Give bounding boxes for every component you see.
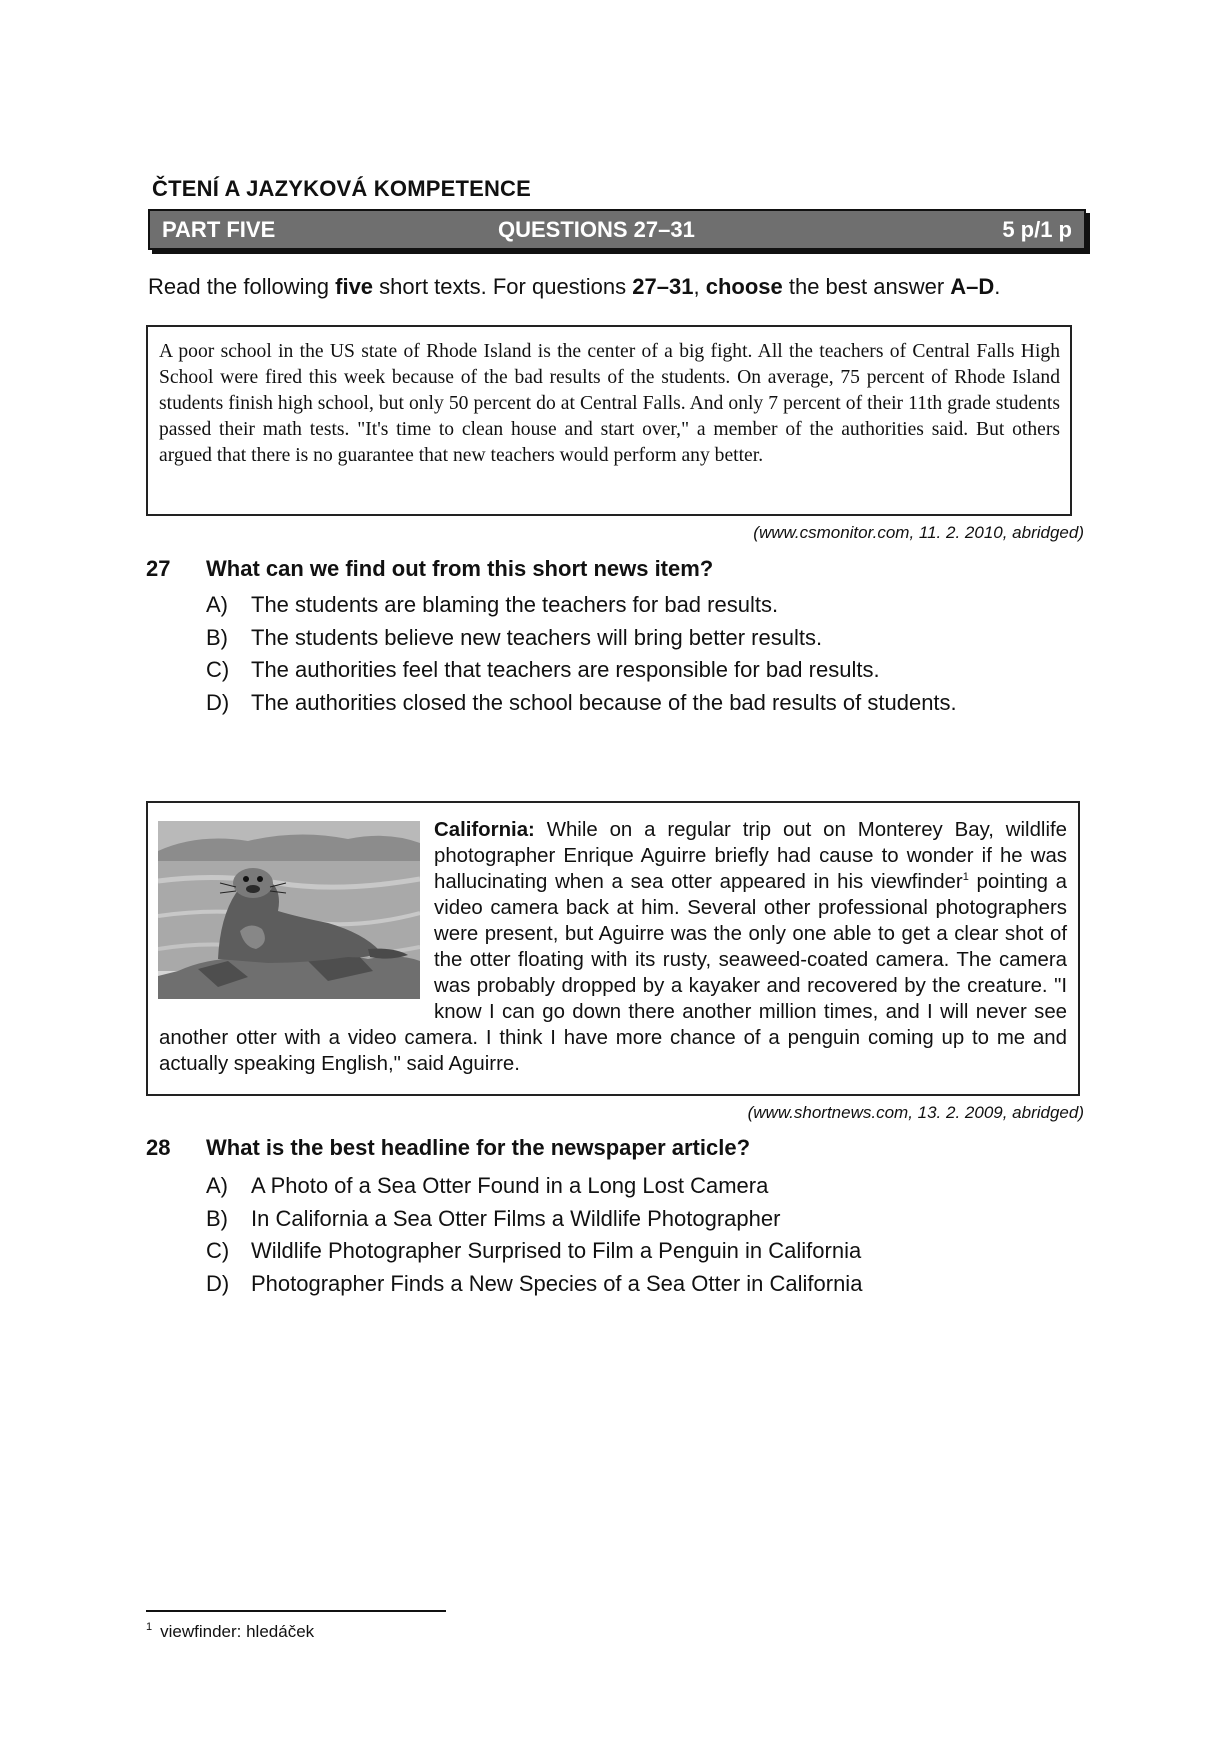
option-letter: B) xyxy=(206,624,228,650)
option-letter: A) xyxy=(206,1173,228,1198)
option-text: The students believe new teachers will bring better results. xyxy=(251,624,823,650)
points-label: 5 p/1 p xyxy=(1002,217,1072,242)
footnote-number: 1 xyxy=(146,1621,153,1634)
article-lead: California: xyxy=(434,819,535,841)
option-letter: C) xyxy=(206,657,230,682)
instructions xyxy=(148,274,1000,300)
answer-option[interactable] xyxy=(206,1238,862,1271)
instr-bold: choose xyxy=(705,274,783,299)
footnote xyxy=(146,1622,314,1642)
answer-option[interactable] xyxy=(206,1173,862,1206)
reading-text-2 xyxy=(146,801,1080,1096)
answer-option[interactable] xyxy=(206,1271,862,1304)
option-letter: D) xyxy=(206,689,230,715)
option-text: Wildlife Photographer Surprised to Film a Penguin in California xyxy=(251,1238,862,1263)
source-citation-1: (www.csmonitor.com, 11. 2. 2010, abridged) xyxy=(753,523,1084,542)
part-header-bar xyxy=(148,209,1086,250)
answer-options xyxy=(206,1173,862,1303)
answer-options xyxy=(206,592,957,722)
option-letter: D) xyxy=(206,1270,230,1296)
section-heading: ČTENÍ A JAZYKOVÁ KOMPETENCE xyxy=(152,176,532,201)
answer-option[interactable] xyxy=(206,657,957,690)
option-text: A Photo of a Sea Otter Found in a Long Lost Camera xyxy=(251,1173,769,1198)
instr-bold: 27–31 xyxy=(632,274,694,299)
question-text: What is the best headline for the newspaper article? xyxy=(206,1135,751,1160)
instr-text: . xyxy=(994,274,1001,299)
footnote-text: viewfinder: hledáček xyxy=(160,1622,315,1641)
part-label: PART FIVE xyxy=(162,217,276,242)
instr-bold: A–D xyxy=(950,274,995,299)
answer-option[interactable] xyxy=(206,690,957,723)
instr-text: , xyxy=(693,274,706,299)
option-text: The authorities feel that teachers are responsible for bad results. xyxy=(251,657,880,682)
questions-range: QUESTIONS 27–31 xyxy=(498,217,695,242)
option-letter: A) xyxy=(206,592,228,617)
footnote-ref: 1 xyxy=(962,871,969,884)
option-text: In California a Sea Otter Films a Wildlife Photographer xyxy=(251,1205,781,1231)
instr-bold: five xyxy=(335,274,374,299)
article-body-b: pointing a video camera back at him. Several other professional photographers were present, but Aguirre was the only one able to get a clear shot of the otter floating with its rusty, seaweed-coated camera. The camera was probably dropped by a kayaker and recovered by the creature. "I know I can go down there another million times, and I will never see another otter with a video camera. I think I have more chance of a penguin coming up to me and actually speaking English," said Aguirre. xyxy=(159,871,1067,1075)
answer-option[interactable] xyxy=(206,625,957,658)
instr-text: the best answer xyxy=(782,274,951,299)
question-number: 27 xyxy=(146,556,171,581)
instr-text: short texts. For questions xyxy=(373,274,633,299)
question-text: What can we find out from this short news item? xyxy=(206,556,714,581)
answer-option[interactable] xyxy=(206,1206,862,1239)
footnote-divider xyxy=(146,1610,446,1612)
option-text: The students are blaming the teachers for bad results. xyxy=(251,592,779,617)
option-text: The authorities closed the school because of the bad results of students. xyxy=(251,689,957,715)
reading-text-1-body: A poor school in the US state of Rhode Island is the center of a big fight. All the teachers of Central Falls High School were fired this week because of the bad results of the students. On average, 75 percent of Rhode Island students finish high school, but only 50 percent do at Central Falls. And only 7 percent of their 11th grade students passed their math tests. "It's time to clean house and start over," a member of the authorities said. But others argued that there is no guarantee that new teachers would perform any better. xyxy=(159,341,1060,466)
sea-otter-illustration xyxy=(158,821,420,999)
option-letter: B) xyxy=(206,1205,228,1231)
answer-option[interactable] xyxy=(206,592,957,625)
source-citation-2: (www.shortnews.com, 13. 2. 2009, abridged) xyxy=(747,1103,1084,1122)
option-letter: C) xyxy=(206,1238,230,1263)
reading-text-1 xyxy=(146,325,1072,516)
article-body-a: While on a regular trip out on Monterey Bay, wildlife photographer Enrique Aguirre briefly had cause to wonder if he was hallucinating when a sea otter appeared in his viewfinder xyxy=(434,819,1067,893)
question-number: 28 xyxy=(146,1135,171,1160)
instr-text: Read the following xyxy=(148,274,336,299)
option-text: Photographer Finds a New Species of a Sea Otter in California xyxy=(251,1270,863,1296)
